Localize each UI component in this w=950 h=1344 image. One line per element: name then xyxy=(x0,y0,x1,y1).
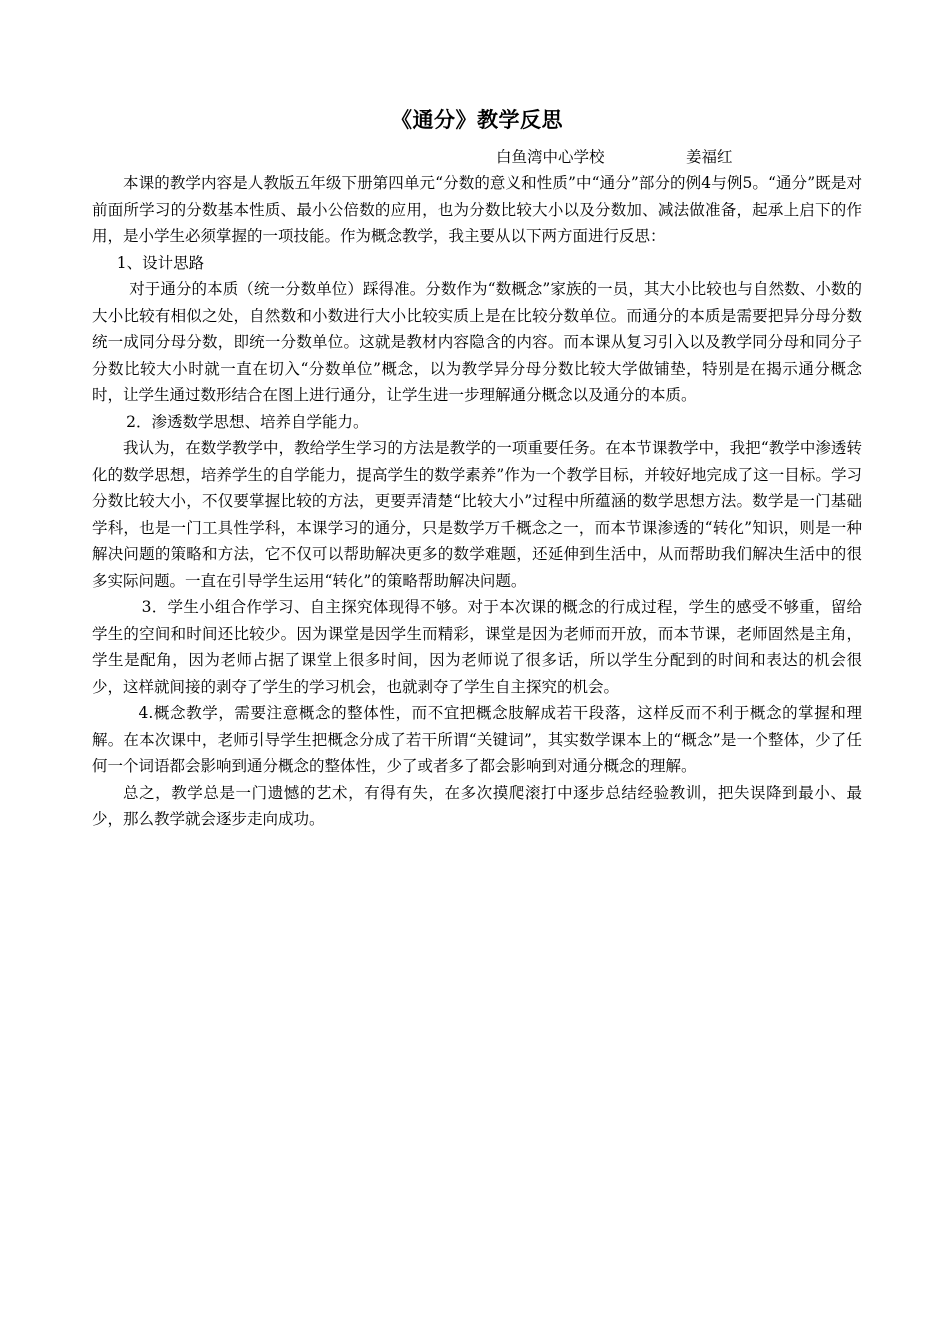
intro-paragraph: 本课的教学内容是人教版五年级下册第四单元“分数的意义和性质”中“通分”部分的例4与例5。“通分”既是对前面所学习的分数基本性质、最小公倍数的应用，也为分数比较大小以及分数加、减法做准备，起承上启下的作用，是小学生必须掌握的一项技能。作为概念教学，我主要从以下两方面进行反思： xyxy=(92,174,862,245)
conclusion-paragraph: 总之，教学总是一门遗憾的艺术，有得有失，在多次摸爬滚打中逐步总结经验教训，把失误降到最小、最少，那么教学就会逐步走向成功。 xyxy=(92,783,862,828)
section4-paragraph: 4.概念教学，需要注意概念的整体性，而不宜把概念肢解成若干段落，这样反而不利于概念的掌握和理解。在本次课中，老师引导学生把概念分成了若干所谓“关键词”，其实数学课本上的“概念”是一个整体，少了任何一个词语都会影响到通分概念的整体性，少了或者多了都会影响到对通分概念的理解。 xyxy=(92,704,862,775)
section2-paragraph: 我认为，在数学教学中，教给学生学习的方法是教学的一项重要任务。在本节课教学中，我把“教学中渗透转化的数学思想，培养学生的自学能力，提高学生的数学素养”作为一个教学目标，并较好地完成了这一目标。学习分数比较大小，不仅要掌握比较的方法，更要弄清楚“比较大小”过程中所蕴涵的数学思想方法。数学是一门基础学科，也是一门工具性学科，本课学习的通分，只是数学万千概念之一，而本节课渗透的“转化”知识，则是一种解决问题的策略和方法，它不仅可以帮助解决更多的数学难题，还延伸到生活中，从而帮助我们解决生活中的很多实际问题。一直在引导学生运用“转化”的策略帮助解决问题。 xyxy=(92,439,862,590)
section2-heading: 2．渗透数学思想、培养自学能力。 xyxy=(126,412,369,431)
document-page xyxy=(92,104,862,833)
author-name: 姜福红 xyxy=(686,148,733,166)
section3-paragraph: 3．学生小组合作学习、自主探究体现得不够。对于本次课的概念的行成过程，学生的感受不够重，留给学生的空间和时间还比较少。因为课堂是因学生而精彩，课堂是因为老师而开放，而本节课，老师固然是主角，学生是配角，因为老师占据了课堂上很多时间，因为老师说了很多话，所以学生分配到的时间和表达的机会很少，这样就间接的剥夺了学生的学习机会，也就剥夺了学生自主探究的机会。 xyxy=(92,598,862,696)
section1-paragraph: 对于通分的本质（统一分数单位）踩得准。分数作为“数概念”家族的一员，其大小比较也与自然数、小数的大小比较有相似之处，自然数和小数进行大小比较实质上是在比较分数单位。而通分的本质是需要把异分母分数统一成同分母分数，即统一分数单位。这就是教材内容隐含的内容。而本课从复习引入以及教学同分母和同分子分数比较大小时就一直在切入“分数单位”概念，以为教学异分母分数比较大学做铺垫，特别是在揭示通分概念时，让学生通过数形结合在图上进行通分，让学生进一步理解通分概念以及通分的本质。 xyxy=(92,280,862,404)
byline xyxy=(92,144,862,170)
section1-heading: 1、设计思路 xyxy=(116,253,205,272)
school-name: 白鱼湾中心学校 xyxy=(496,148,605,166)
document-title: 《通分》教学反思 xyxy=(391,108,563,132)
